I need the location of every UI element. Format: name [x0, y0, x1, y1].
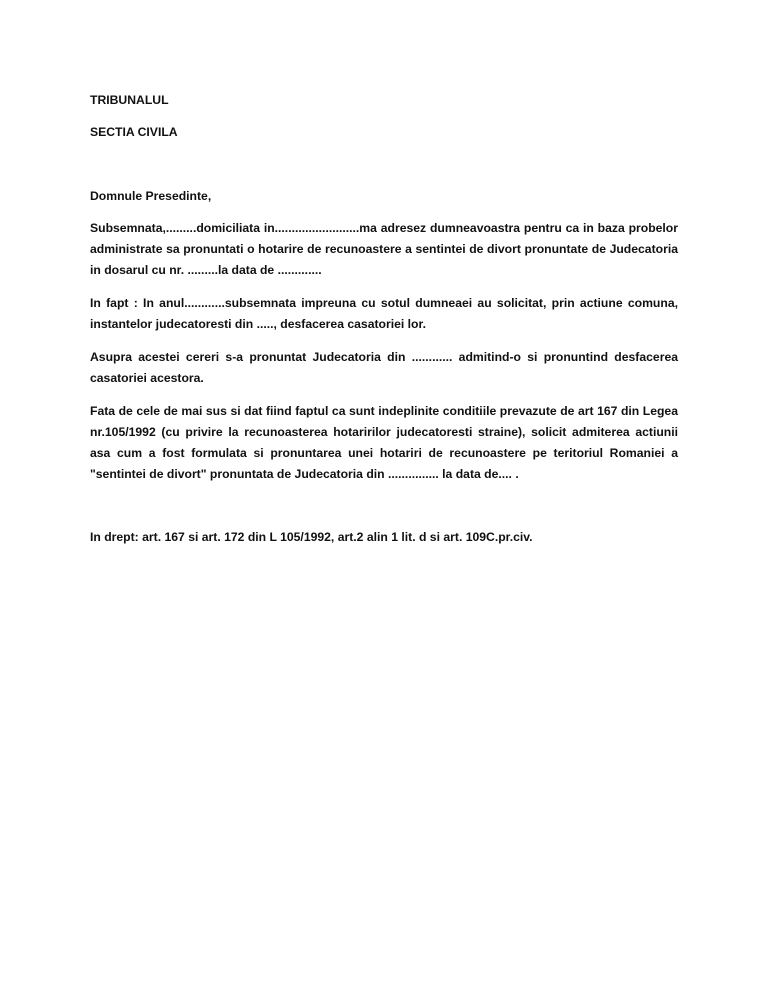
- section-heading: SECTIA CIVILA: [90, 125, 178, 139]
- paragraph-request: Subsemnata,.........domiciliata in.........................ma adresez dumneavoastra pentru ca in baza probelor administrate sa pronuntati o hotarire de recunoastere a sentintei de divort pronuntate de Judecatoria in dosarul cu nr. .........la data de .............: [90, 221, 678, 277]
- court-heading: TRIBUNALUL: [90, 93, 169, 107]
- paragraph-facts: In fapt : In anul............subsemnata impreuna cu sotul dumneaei au solicitat, prin actiune comuna, instantelor judecatoresti din ....., desfacerea casatoriei lor.: [90, 296, 678, 331]
- document-body: [90, 90, 678, 548]
- paragraph-ruling: Asupra acestei cereri s-a pronuntat Judecatoria din ............ admitind-o si pronuntind desfacerea casatoriei acestora.: [90, 350, 678, 385]
- salutation: Domnule Presedinte,: [90, 189, 212, 203]
- legal-basis: In drept: art. 167 si art. 172 din L 105/1992, art.2 alin 1 lit. d si art. 109C.pr.civ.: [90, 530, 533, 544]
- paragraph-petition: Fata de cele de mai sus si dat fiind faptul ca sunt indeplinite conditiile prevazute de art 167 din Legea nr.105/1992 (cu privire la recunoasterea hotaririlor judecatoresti straine), solicit admiterea actiunii asa cum a fost formulata si pronuntarea unei hotariri de recunoastere pe teritoriul Romaniei a "sentintei de divort" pronuntata de Judecatoria din ............... la data de.... .: [90, 404, 678, 481]
